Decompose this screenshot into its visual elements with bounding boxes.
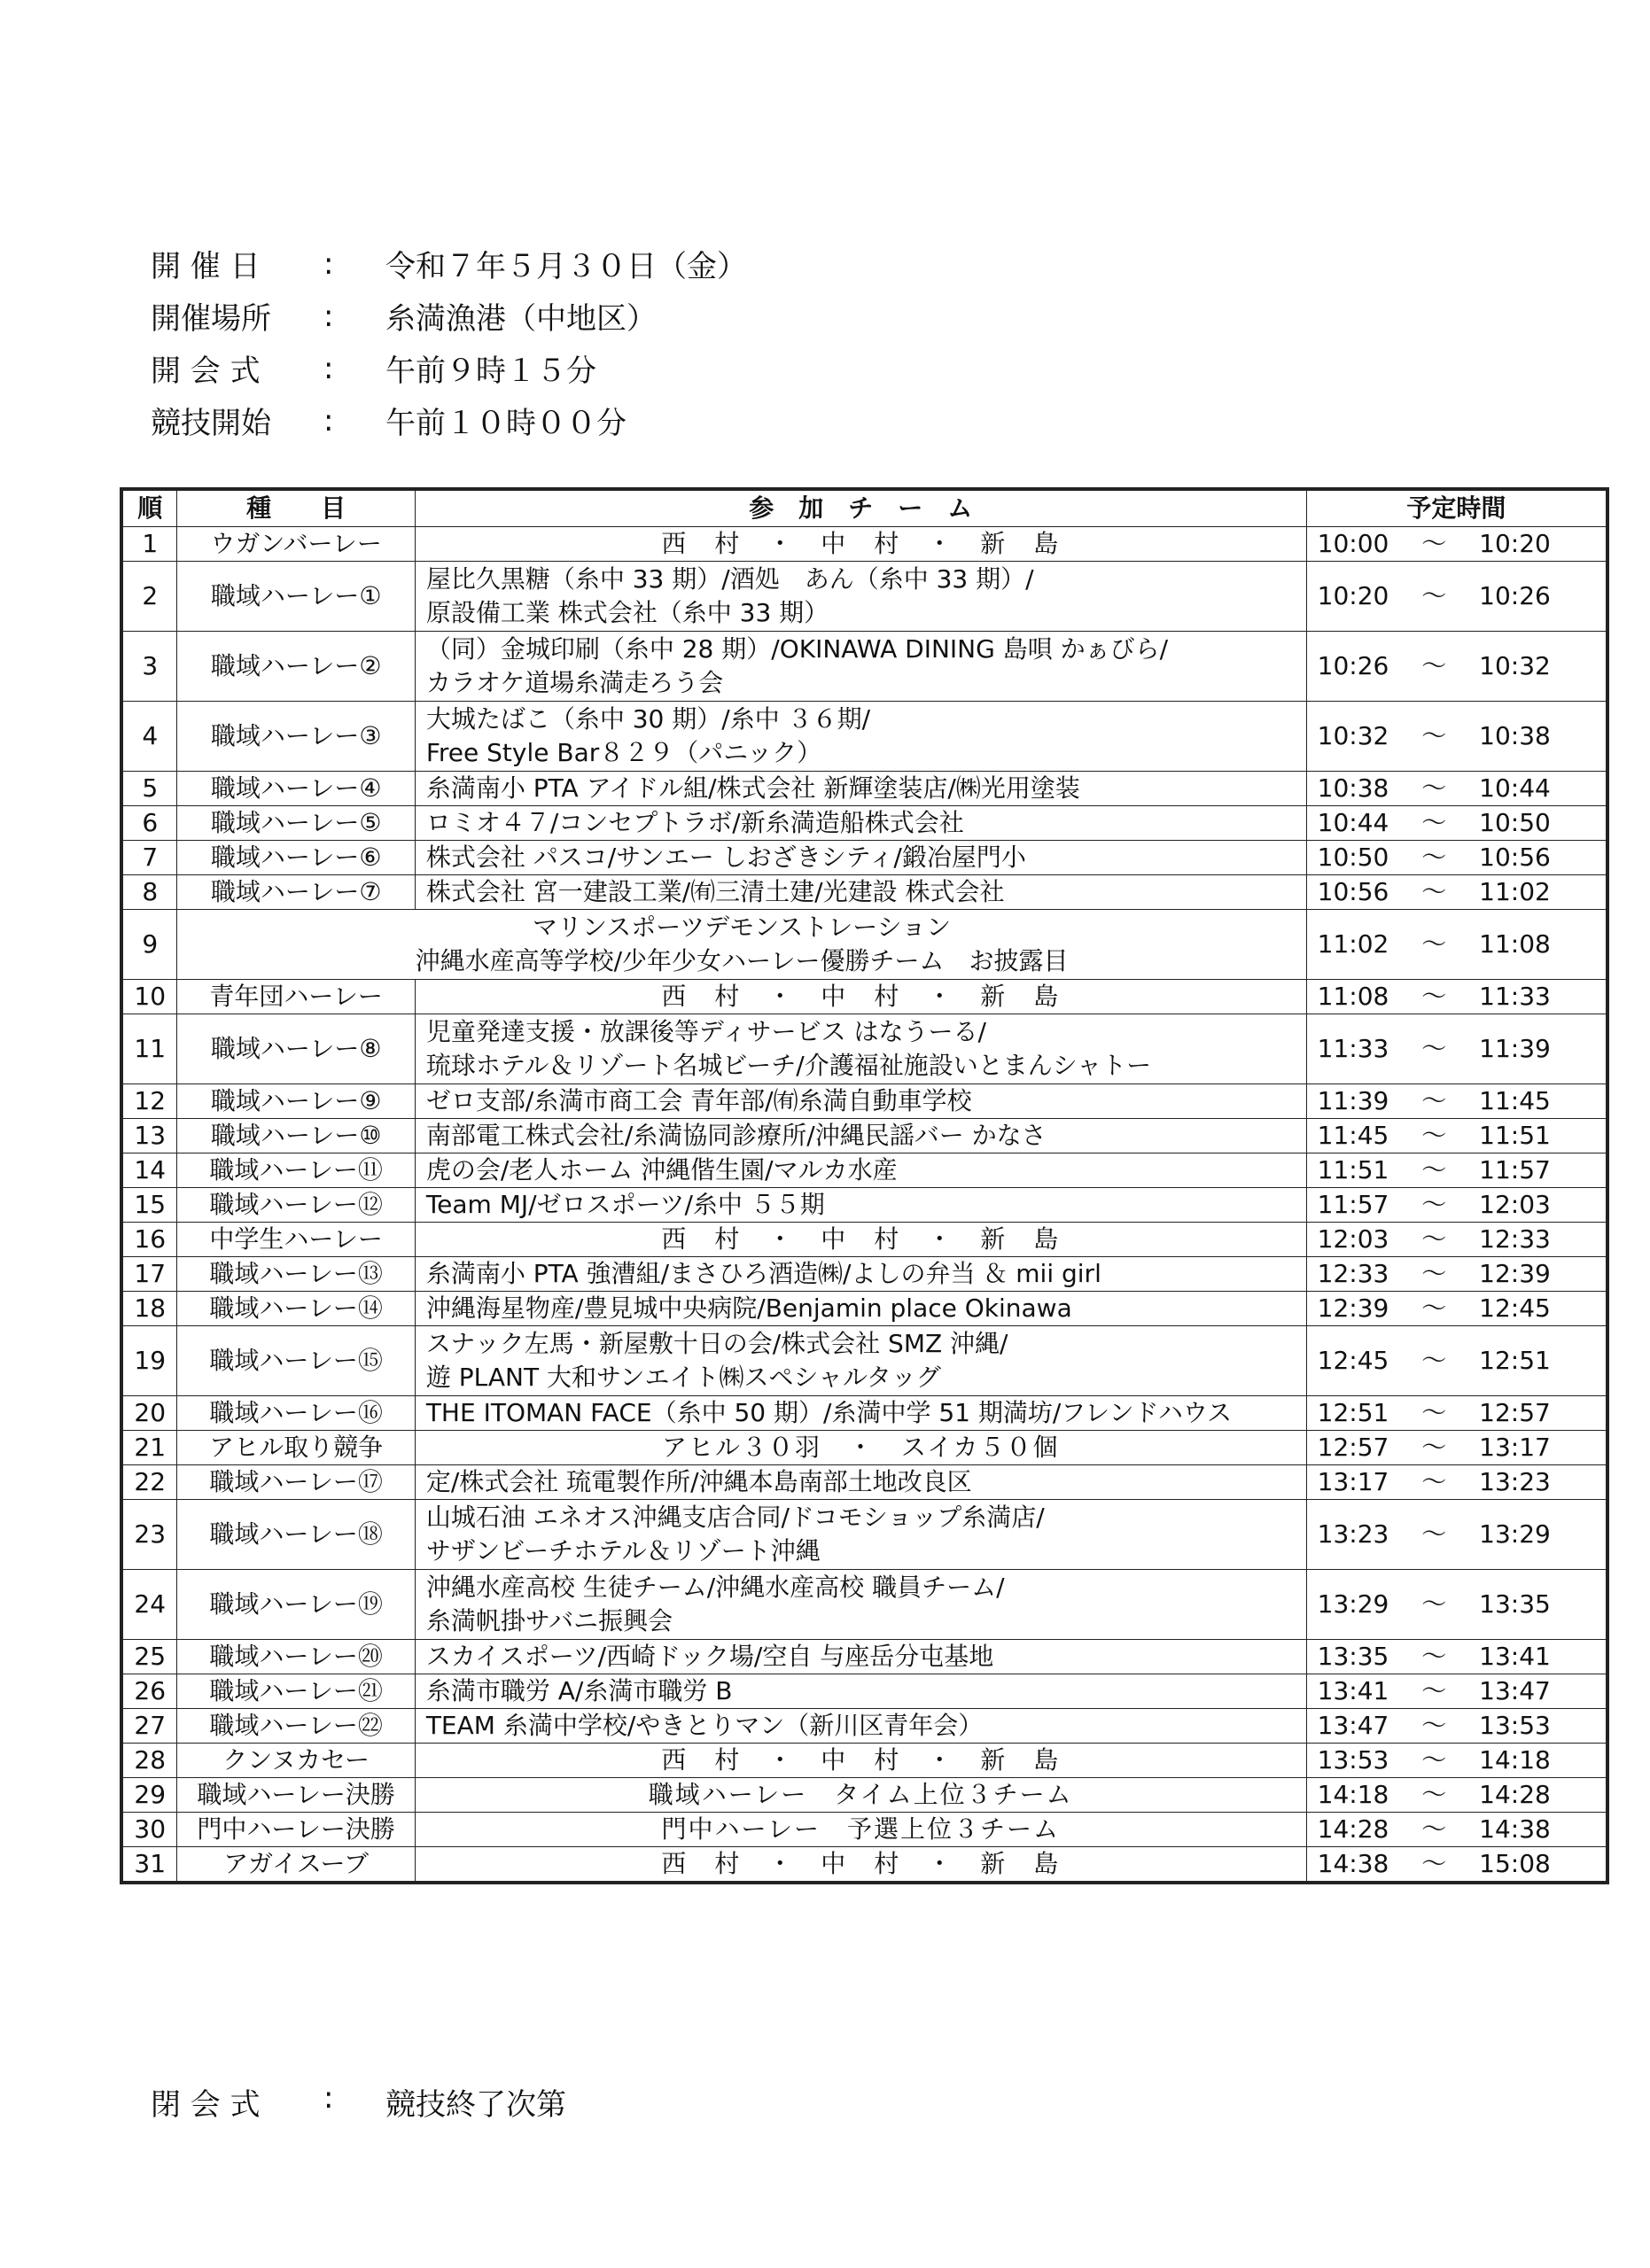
row-time: 12:57 ～ 13:17 (1306, 1431, 1607, 1465)
row-teams (415, 806, 1306, 841)
row-number: 27 (121, 1709, 177, 1744)
row-event: 職域ハーレー⑱ (177, 1500, 415, 1570)
team-line: 沖縄海星物産/豊見城中央病院/Benjamin place Okinawa (425, 1293, 1072, 1323)
row-teams (415, 841, 1306, 875)
table-row (121, 1744, 1607, 1778)
table-row (121, 1257, 1607, 1292)
table-row (121, 1570, 1607, 1640)
row-number: 4 (121, 702, 177, 772)
row-number: 22 (121, 1465, 177, 1500)
row-teams (415, 1813, 1306, 1847)
row-time: 11:33 ～ 11:39 (1306, 1014, 1607, 1084)
row-teams (177, 910, 1306, 980)
team-line: ロミオ４７/コンセプトラボ/新糸満造船株式会社 (425, 808, 964, 837)
team-line: 琉球ホテル＆リゾート名城ビーチ/介護福祉施設いとまんシャトー (425, 1051, 1152, 1080)
row-event: 職域ハーレー③ (177, 702, 415, 772)
row-event: 職域ハーレー⑥ (177, 841, 415, 875)
info-row (151, 290, 747, 342)
row-time: 14:38 ～ 15:08 (1306, 1847, 1607, 1884)
table-row (121, 1431, 1607, 1465)
row-number: 28 (121, 1744, 177, 1778)
team-line: サザンビーチホテル＆リゾート沖縄 (425, 1536, 821, 1565)
team-line: 西 村 ・ 中 村 ・ 新 島 (661, 1745, 1061, 1775)
info-colon: : (323, 402, 334, 439)
row-event: 門中ハーレー決勝 (177, 1813, 415, 1847)
row-number: 17 (121, 1257, 177, 1292)
table-row (121, 841, 1607, 875)
row-teams (415, 1257, 1306, 1292)
team-line: 株式会社 パスコ/サンエー しおざきシティ/鍛冶屋門小 (425, 843, 1026, 872)
table-row (121, 875, 1607, 910)
table-row (121, 1847, 1607, 1884)
table-row (121, 1119, 1607, 1153)
team-line: 職域ハーレー タイム上位３チーム (648, 1780, 1073, 1809)
row-number: 7 (121, 841, 177, 875)
row-event: 職域ハーレー⑳ (177, 1640, 415, 1674)
table-row (121, 527, 1607, 562)
info-row (151, 394, 747, 447)
team-line: アヒル３０羽 ・ スイカ５０個 (661, 1433, 1060, 1462)
row-teams (415, 1674, 1306, 1709)
team-line: 山城石油 エネオス沖縄支店合同/ドコモショップ糸満店/ (425, 1503, 1045, 1532)
table-row (121, 1084, 1607, 1119)
header-time: 予定時間 (1306, 489, 1607, 527)
row-number: 14 (121, 1153, 177, 1188)
row-time: 12:33 ～ 12:39 (1306, 1257, 1607, 1292)
team-line: 西 村 ・ 中 村 ・ 新 島 (661, 529, 1061, 558)
row-event: 職域ハーレー⑨ (177, 1084, 415, 1119)
row-event: 職域ハーレー⑦ (177, 875, 415, 910)
info-label: 開 会 式 (151, 353, 261, 389)
info-value: 午前９時１５分 (385, 353, 596, 389)
team-line: 原設備工業 株式会社（糸中 33 期） (425, 598, 829, 627)
row-teams (415, 980, 1306, 1014)
team-line: スナック左馬・新屋敷十日の会/株式会社 SMZ 沖縄/ (425, 1329, 1008, 1358)
row-teams (415, 1744, 1306, 1778)
row-event: 職域ハーレー決勝 (177, 1778, 415, 1813)
team-line: 門中ハーレー 予選上位３チーム (661, 1814, 1060, 1844)
row-number: 20 (121, 1396, 177, 1431)
team-line: 西 村 ・ 中 村 ・ 新 島 (661, 982, 1061, 1011)
row-number: 29 (121, 1778, 177, 1813)
row-number: 5 (121, 772, 177, 806)
row-teams (415, 1465, 1306, 1500)
row-teams (415, 1153, 1306, 1188)
table-row (121, 1188, 1607, 1223)
row-number: 6 (121, 806, 177, 841)
info-colon: : (323, 298, 334, 334)
row-time: 11:08 ～ 11:33 (1306, 980, 1607, 1014)
row-number: 25 (121, 1640, 177, 1674)
info-value: 糸満漁港（中地区） (385, 301, 657, 337)
table-row (121, 1396, 1607, 1431)
row-time: 10:20 ～ 10:26 (1306, 562, 1607, 632)
row-teams (415, 527, 1306, 562)
row-time: 12:39 ～ 12:45 (1306, 1292, 1607, 1326)
team-line: 沖縄水産高等学校/少年少女ハーレー優勝チーム お披露目 (415, 946, 1069, 975)
table-row (121, 772, 1607, 806)
row-time: 10:50 ～ 10:56 (1306, 841, 1607, 875)
table-row (121, 1153, 1607, 1188)
header-event: 種 目 (177, 489, 415, 527)
row-event: 職域ハーレー㉒ (177, 1709, 415, 1744)
row-number: 9 (121, 910, 177, 980)
row-time: 13:53 ～ 14:18 (1306, 1744, 1607, 1778)
info-row (151, 342, 747, 394)
info-label: 競技開始 (151, 406, 271, 441)
info-value: 令和７年５月３０日（金） (385, 249, 747, 284)
row-event: 職域ハーレー⑮ (177, 1326, 415, 1396)
row-event: クンヌカセー (177, 1744, 415, 1778)
table-row (121, 1465, 1607, 1500)
row-number: 18 (121, 1292, 177, 1326)
team-line: Team MJ/ゼロスポーツ/糸中 ５５期 (425, 1190, 825, 1219)
row-number: 24 (121, 1570, 177, 1640)
row-time: 14:28 ～ 14:38 (1306, 1813, 1607, 1847)
team-line: 糸満市職労 A/糸満市職労 B (425, 1676, 733, 1705)
event-info (151, 237, 747, 447)
row-teams (415, 1640, 1306, 1674)
row-teams (415, 1084, 1306, 1119)
table-row (121, 1292, 1607, 1326)
team-line: 屋比久黒糖（糸中 33 期）/酒処 あん（糸中 33 期）/ (425, 564, 1034, 594)
row-event: 職域ハーレー⑫ (177, 1188, 415, 1223)
team-line: 児童発達支援・放課後等ディサービス はなうーる/ (425, 1017, 986, 1046)
team-line: 南部電工株式会社/糸満協同診療所/沖縄民謡バー かなさ (425, 1121, 1047, 1150)
row-number: 12 (121, 1084, 177, 1119)
closing-colon: : (323, 2080, 334, 2116)
team-line: TEAM 糸満中学校/やきとりマン（新川区青年会） (425, 1711, 984, 1740)
row-time: 12:45 ～ 12:51 (1306, 1326, 1607, 1396)
row-event: アガイスーブ (177, 1847, 415, 1884)
info-row (151, 237, 747, 290)
row-event: 職域ハーレー⑧ (177, 1014, 415, 1084)
row-teams (415, 875, 1306, 910)
row-number: 16 (121, 1223, 177, 1257)
row-time: 10:32 ～ 10:38 (1306, 702, 1607, 772)
row-number: 8 (121, 875, 177, 910)
row-teams (415, 1570, 1306, 1640)
row-event: 職域ハーレー⑤ (177, 806, 415, 841)
closing-value: 競技終了次第 (385, 2087, 566, 2123)
row-number: 13 (121, 1119, 177, 1153)
table-row (121, 1223, 1607, 1257)
table-row (121, 1778, 1607, 1813)
closing-ceremony (151, 2080, 566, 2124)
row-number: 10 (121, 980, 177, 1014)
row-number: 19 (121, 1326, 177, 1396)
row-teams (415, 632, 1306, 702)
row-time: 10:44 ～ 10:50 (1306, 806, 1607, 841)
table-row (121, 806, 1607, 841)
row-number: 11 (121, 1014, 177, 1084)
row-event: 職域ハーレー⑪ (177, 1153, 415, 1188)
team-line: 遊 PLANT 大和サンエイト㈱スペシャルタッグ (425, 1363, 941, 1392)
team-line: ゼロ支部/糸満市商工会 青年部/㈲糸満自動車学校 (425, 1086, 972, 1115)
row-event: アヒル取り競争 (177, 1431, 415, 1465)
team-line: 糸満南小 PTA アイドル組/株式会社 新輝塗装店/㈱光用塗装 (425, 773, 1080, 803)
row-time: 12:03 ～ 12:33 (1306, 1223, 1607, 1257)
row-time: 11:39 ～ 11:45 (1306, 1084, 1607, 1119)
row-time: 13:23 ～ 13:29 (1306, 1500, 1607, 1570)
row-event: 職域ハーレー⑩ (177, 1119, 415, 1153)
row-time: 10:56 ～ 11:02 (1306, 875, 1607, 910)
row-teams (415, 562, 1306, 632)
row-time: 12:51 ～ 12:57 (1306, 1396, 1607, 1431)
row-event: 青年団ハーレー (177, 980, 415, 1014)
team-line: 株式会社 宮一建設工業/㈲三清土建/光建設 株式会社 (425, 877, 1005, 906)
table-row (121, 562, 1607, 632)
table-row (121, 1014, 1607, 1084)
header-teams: 参 加 チ ー ム (415, 489, 1306, 527)
row-teams (415, 1431, 1306, 1465)
table-header-row (121, 489, 1607, 527)
table-row (121, 632, 1607, 702)
row-time: 14:18 ～ 14:28 (1306, 1778, 1607, 1813)
row-time: 11:45 ～ 11:51 (1306, 1119, 1607, 1153)
team-line: 虎の会/老人ホーム 沖縄偕生園/マルカ水産 (425, 1155, 898, 1184)
row-number: 31 (121, 1847, 177, 1884)
row-number: 1 (121, 527, 177, 562)
info-label: 開催場所 (151, 301, 271, 337)
team-line: 西 村 ・ 中 村 ・ 新 島 (661, 1224, 1061, 1254)
row-number: 15 (121, 1188, 177, 1223)
row-teams (415, 1326, 1306, 1396)
team-line: THE ITOMAN FACE（糸中 50 期）/糸満中学 51 期満坊/フレンドハウス (425, 1398, 1233, 1427)
table-row (121, 1674, 1607, 1709)
row-teams (415, 1014, 1306, 1084)
row-time: 13:41 ～ 13:47 (1306, 1674, 1607, 1709)
row-number: 21 (121, 1431, 177, 1465)
row-teams (415, 1778, 1306, 1813)
info-colon: : (323, 245, 334, 282)
table-row (121, 910, 1607, 980)
row-time: 10:00 ～ 10:20 (1306, 527, 1607, 562)
closing-label: 閉 会 式 (151, 2087, 261, 2123)
team-line: 大城たばこ（糸中 30 期）/糸中 ３６期/ (425, 704, 871, 734)
table-row (121, 980, 1607, 1014)
row-event: ウガンバーレー (177, 527, 415, 562)
team-line: 西 村 ・ 中 村 ・ 新 島 (661, 1849, 1061, 1878)
team-line: 沖縄水産高校 生徒チーム/沖縄水産高校 職員チーム/ (425, 1573, 1005, 1602)
table-row (121, 1813, 1607, 1847)
info-label: 開 催 日 (151, 249, 261, 284)
row-event: 職域ハーレー② (177, 632, 415, 702)
row-event: 職域ハーレー⑯ (177, 1396, 415, 1431)
table-row (121, 702, 1607, 772)
row-time: 13:35 ～ 13:41 (1306, 1640, 1607, 1674)
row-teams (415, 1396, 1306, 1431)
team-line: カラオケ道場糸満走ろう会 (425, 668, 724, 697)
row-number: 30 (121, 1813, 177, 1847)
row-time: 11:02 ～ 11:08 (1306, 910, 1607, 980)
row-time: 13:17 ～ 13:23 (1306, 1465, 1607, 1500)
row-teams (415, 1292, 1306, 1326)
header-order: 順 (121, 489, 177, 527)
row-teams (415, 1188, 1306, 1223)
row-event: 職域ハーレー⑰ (177, 1465, 415, 1500)
row-event: 職域ハーレー⑲ (177, 1570, 415, 1640)
row-number: 26 (121, 1674, 177, 1709)
team-line: （同）金城印刷（糸中 28 期）/OKINAWA DINING 島唄 かぁびら/ (425, 634, 1169, 664)
table-row (121, 1500, 1607, 1570)
row-event: 職域ハーレー① (177, 562, 415, 632)
team-line: スカイスポーツ/西崎ドック場/空自 与座岳分屯基地 (425, 1642, 994, 1671)
row-teams (415, 1119, 1306, 1153)
row-teams (415, 1500, 1306, 1570)
row-event: 職域ハーレー⑬ (177, 1257, 415, 1292)
table-row (121, 1640, 1607, 1674)
info-value: 午前１０時００分 (385, 406, 627, 441)
row-time: 11:57 ～ 12:03 (1306, 1188, 1607, 1223)
row-time: 13:29 ～ 13:35 (1306, 1570, 1607, 1640)
row-number: 3 (121, 632, 177, 702)
row-teams (415, 1709, 1306, 1744)
row-teams (415, 1847, 1306, 1884)
row-event: 中学生ハーレー (177, 1223, 415, 1257)
row-number: 2 (121, 562, 177, 632)
row-event: 職域ハーレー⑭ (177, 1292, 415, 1326)
row-teams (415, 702, 1306, 772)
info-colon: : (323, 350, 334, 386)
team-line: 定/株式会社 琉電製作所/沖縄本島南部土地改良区 (425, 1467, 972, 1496)
team-line: Free Style Bar８２９（パニック） (425, 738, 822, 767)
row-teams (415, 772, 1306, 806)
table-row (121, 1709, 1607, 1744)
row-time: 11:51 ～ 11:57 (1306, 1153, 1607, 1188)
team-line: 糸満帆掛サバニ振興会 (425, 1606, 673, 1635)
row-time: 13:47 ～ 13:53 (1306, 1709, 1607, 1744)
team-line: マリンスポーツデモンストレーション (533, 913, 952, 942)
row-event: 職域ハーレー④ (177, 772, 415, 806)
row-time: 10:38 ～ 10:44 (1306, 772, 1607, 806)
team-line: 糸満南小 PTA 強漕組/まさひろ酒造㈱/よしの弁当 ＆ mii girl (425, 1259, 1101, 1288)
table-row (121, 1326, 1607, 1396)
row-event: 職域ハーレー㉑ (177, 1674, 415, 1709)
row-teams (415, 1223, 1306, 1257)
row-time: 10:26 ～ 10:32 (1306, 632, 1607, 702)
row-number: 23 (121, 1500, 177, 1570)
schedule-table (120, 487, 1609, 1884)
